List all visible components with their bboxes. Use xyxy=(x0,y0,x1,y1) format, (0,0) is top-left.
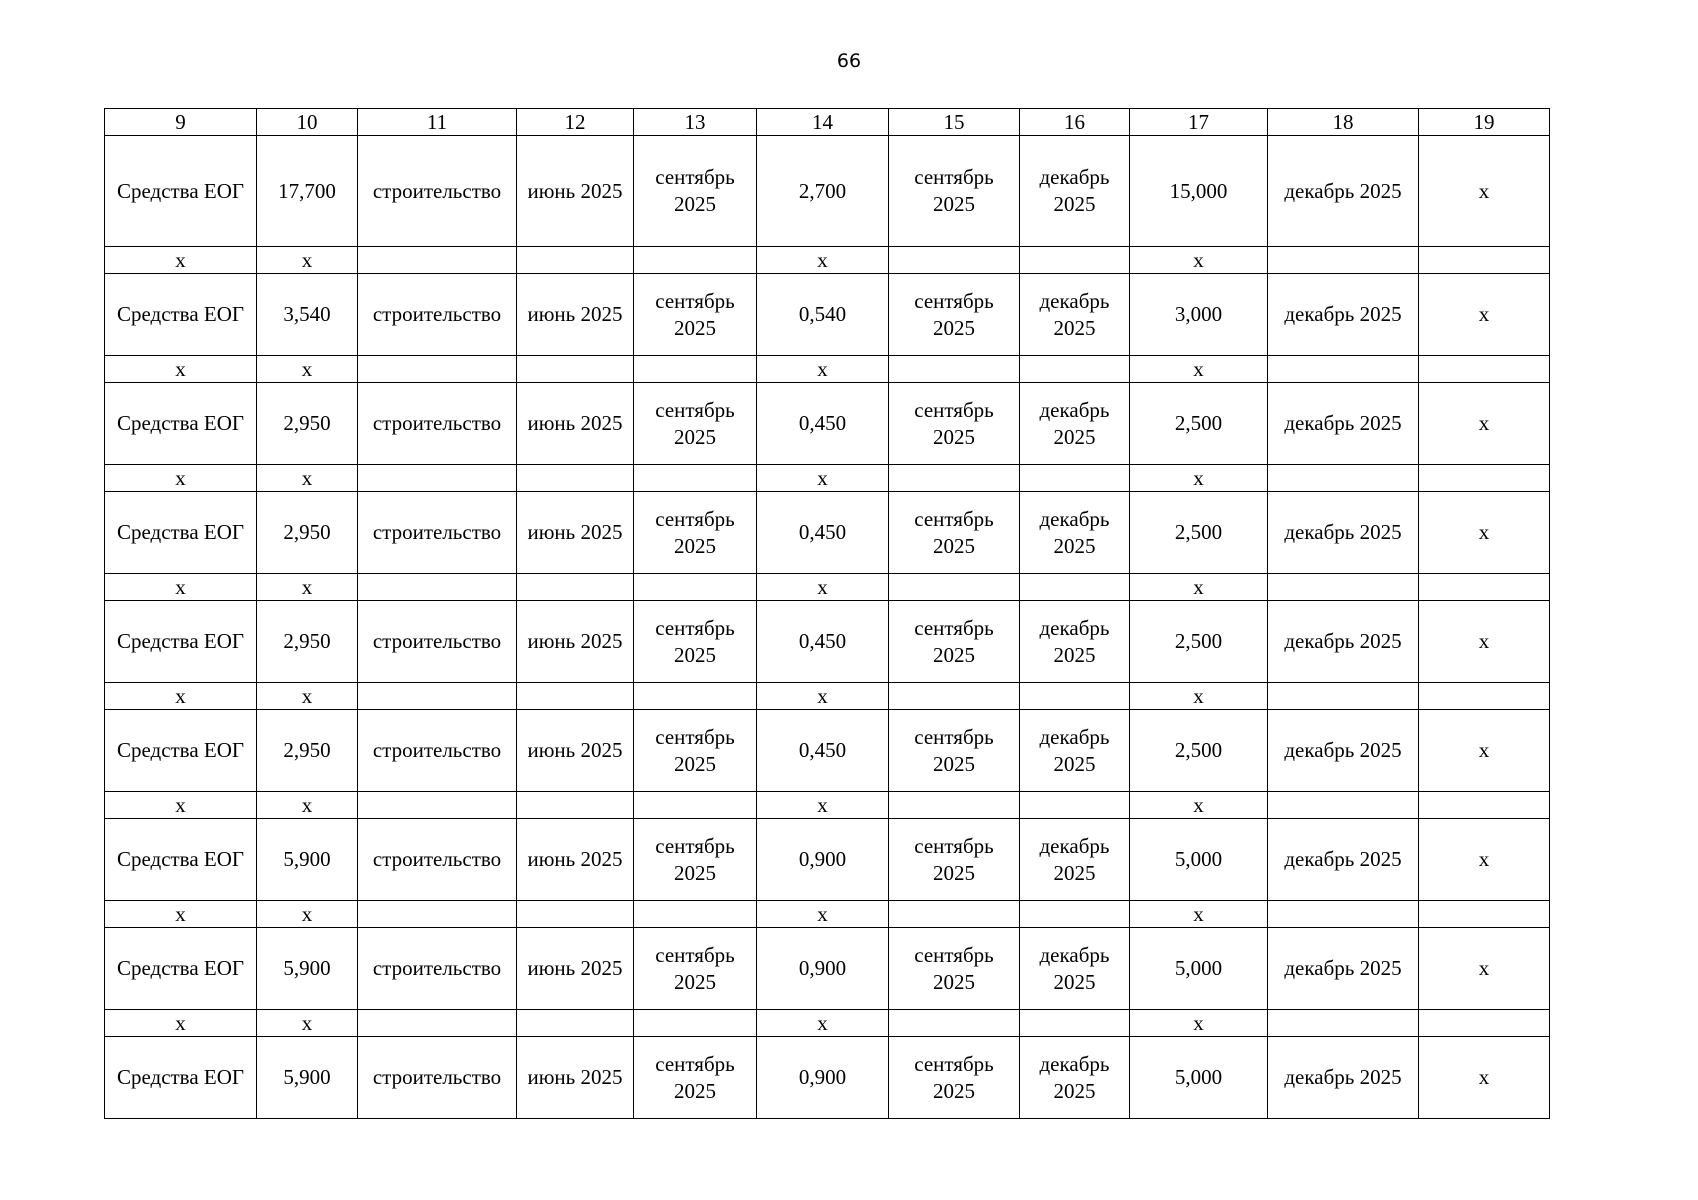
table-cell xyxy=(1020,247,1130,274)
table-cell xyxy=(1020,356,1130,383)
table-cell: 3,540 xyxy=(257,274,358,356)
table-cell: июнь 2025 xyxy=(517,383,634,465)
table-cell xyxy=(358,247,517,274)
table-cell xyxy=(889,901,1020,928)
table-cell: х xyxy=(105,683,257,710)
table-cell xyxy=(1268,901,1419,928)
table-cell: сентябрь 2025 xyxy=(634,928,757,1010)
table-cell xyxy=(1419,465,1550,492)
table-cell: 2,950 xyxy=(257,710,358,792)
table-cell: х xyxy=(1419,1037,1550,1119)
table-cell xyxy=(517,1010,634,1037)
column-number-cell: 12 xyxy=(517,109,634,136)
table-body xyxy=(105,109,1550,1119)
table-cell: 2,950 xyxy=(257,492,358,574)
table-cell: декабрь 2025 xyxy=(1020,274,1130,356)
table-cell: сентябрь 2025 xyxy=(889,492,1020,574)
table-cell: 5,000 xyxy=(1130,928,1268,1010)
table-cell xyxy=(1268,792,1419,819)
table-cell: х xyxy=(257,574,358,601)
table-cell: декабрь 2025 xyxy=(1020,383,1130,465)
table-cell: 0,900 xyxy=(757,928,889,1010)
table-cell: 2,500 xyxy=(1130,383,1268,465)
table-cell: июнь 2025 xyxy=(517,601,634,683)
table-row xyxy=(105,136,1550,247)
table-cell xyxy=(1268,356,1419,383)
table-cell xyxy=(889,683,1020,710)
table-cell xyxy=(889,465,1020,492)
table-cell xyxy=(634,465,757,492)
table-cell: 0,450 xyxy=(757,601,889,683)
column-number-cell: 9 xyxy=(105,109,257,136)
table-cell: строительство xyxy=(358,1037,517,1119)
marker-row xyxy=(105,574,1550,601)
table-cell: Средства ЕОГ xyxy=(105,492,257,574)
table-cell xyxy=(634,356,757,383)
table-cell xyxy=(517,574,634,601)
table-cell: х xyxy=(257,247,358,274)
table-cell: декабрь 2025 xyxy=(1020,492,1130,574)
table-cell: х xyxy=(1419,601,1550,683)
table-cell: Средства ЕОГ xyxy=(105,274,257,356)
table-row xyxy=(105,1037,1550,1119)
table-cell xyxy=(1020,574,1130,601)
table-cell: х xyxy=(1130,792,1268,819)
table-cell: 2,500 xyxy=(1130,492,1268,574)
table-cell xyxy=(1419,247,1550,274)
table-cell: сентябрь 2025 xyxy=(634,492,757,574)
table-cell: 0,900 xyxy=(757,1037,889,1119)
data-table xyxy=(104,108,1550,1119)
table-cell xyxy=(1268,247,1419,274)
table-cell: х xyxy=(105,792,257,819)
table-cell: 2,950 xyxy=(257,383,358,465)
table-cell: 5,900 xyxy=(257,1037,358,1119)
table-cell: июнь 2025 xyxy=(517,1037,634,1119)
table-cell xyxy=(517,683,634,710)
table-cell xyxy=(1020,792,1130,819)
table-cell: июнь 2025 xyxy=(517,274,634,356)
table-cell: декабрь 2025 xyxy=(1268,601,1419,683)
table-cell xyxy=(358,574,517,601)
table-cell: сентябрь 2025 xyxy=(634,383,757,465)
table-cell xyxy=(1268,1010,1419,1037)
table-cell: декабрь 2025 xyxy=(1268,928,1419,1010)
table-cell xyxy=(517,247,634,274)
table-cell xyxy=(358,465,517,492)
table-cell: Средства ЕОГ xyxy=(105,710,257,792)
table-cell: сентябрь 2025 xyxy=(889,136,1020,247)
table-cell xyxy=(358,901,517,928)
table-cell: 2,500 xyxy=(1130,601,1268,683)
table-cell: Средства ЕОГ xyxy=(105,928,257,1010)
table-cell: х xyxy=(1419,710,1550,792)
table-cell: сентябрь 2025 xyxy=(889,710,1020,792)
table-cell: сентябрь 2025 xyxy=(889,819,1020,901)
table-cell: декабрь 2025 xyxy=(1020,1037,1130,1119)
marker-row xyxy=(105,356,1550,383)
table-cell: х xyxy=(757,1010,889,1037)
table-row xyxy=(105,928,1550,1010)
table-cell xyxy=(889,1010,1020,1037)
table-cell xyxy=(358,1010,517,1037)
column-number-cell: 19 xyxy=(1419,109,1550,136)
table-cell: июнь 2025 xyxy=(517,136,634,247)
table-cell: сентябрь 2025 xyxy=(889,383,1020,465)
table-cell xyxy=(634,683,757,710)
table-cell: 2,950 xyxy=(257,601,358,683)
column-number-cell: 18 xyxy=(1268,109,1419,136)
table-cell: 17,700 xyxy=(257,136,358,247)
table-cell: 2,500 xyxy=(1130,710,1268,792)
table-cell xyxy=(1020,1010,1130,1037)
marker-row xyxy=(105,901,1550,928)
table-cell: 0,900 xyxy=(757,819,889,901)
table-cell: х xyxy=(1419,492,1550,574)
table-cell: июнь 2025 xyxy=(517,492,634,574)
marker-row xyxy=(105,465,1550,492)
table-cell: Средства ЕОГ xyxy=(105,383,257,465)
table-cell: х xyxy=(757,901,889,928)
column-number-cell: 14 xyxy=(757,109,889,136)
table-cell: 0,450 xyxy=(757,492,889,574)
column-number-cell: 15 xyxy=(889,109,1020,136)
table-cell: Средства ЕОГ xyxy=(105,136,257,247)
table-cell: декабрь 2025 xyxy=(1020,819,1130,901)
table-cell xyxy=(1268,683,1419,710)
table-cell: июнь 2025 xyxy=(517,710,634,792)
table-row xyxy=(105,383,1550,465)
table-cell: сентябрь 2025 xyxy=(889,1037,1020,1119)
table-cell: 3,000 xyxy=(1130,274,1268,356)
table-cell: сентябрь 2025 xyxy=(634,1037,757,1119)
table-cell xyxy=(1419,683,1550,710)
table-cell: х xyxy=(1130,574,1268,601)
table-cell: х xyxy=(105,247,257,274)
table-cell: 0,540 xyxy=(757,274,889,356)
table-cell: х xyxy=(757,465,889,492)
table-cell: сентябрь 2025 xyxy=(634,274,757,356)
table-cell xyxy=(1020,683,1130,710)
table-cell: х xyxy=(1130,465,1268,492)
column-number-cell: 10 xyxy=(257,109,358,136)
table-cell: Средства ЕОГ xyxy=(105,819,257,901)
table-cell: х xyxy=(105,574,257,601)
table-cell: сентябрь 2025 xyxy=(634,136,757,247)
table-cell: 5,000 xyxy=(1130,1037,1268,1119)
table-cell: Средства ЕОГ xyxy=(105,1037,257,1119)
table-cell: х xyxy=(105,901,257,928)
page-number: 66 xyxy=(836,50,862,72)
table-cell: строительство xyxy=(358,274,517,356)
table-cell: сентябрь 2025 xyxy=(634,710,757,792)
table-cell: декабрь 2025 xyxy=(1020,710,1130,792)
table-cell: х xyxy=(105,1010,257,1037)
table-cell: декабрь 2025 xyxy=(1268,1037,1419,1119)
table-cell: х xyxy=(1130,683,1268,710)
table-cell xyxy=(1419,1010,1550,1037)
column-number-row xyxy=(105,109,1550,136)
table-cell: сентябрь 2025 xyxy=(889,274,1020,356)
table-cell: июнь 2025 xyxy=(517,928,634,1010)
marker-row xyxy=(105,1010,1550,1037)
table-cell xyxy=(1020,901,1130,928)
table-cell: декабрь 2025 xyxy=(1020,601,1130,683)
table-cell: строительство xyxy=(358,136,517,247)
marker-row xyxy=(105,247,1550,274)
table-cell: х xyxy=(1130,1010,1268,1037)
table-cell: х xyxy=(757,683,889,710)
table-cell xyxy=(1268,574,1419,601)
table-cell xyxy=(634,247,757,274)
table-cell: декабрь 2025 xyxy=(1268,819,1419,901)
table-cell xyxy=(358,356,517,383)
table-cell: х xyxy=(1130,356,1268,383)
table-cell: сентябрь 2025 xyxy=(889,601,1020,683)
table-cell: х xyxy=(1419,274,1550,356)
table-cell xyxy=(358,683,517,710)
table-cell xyxy=(1020,465,1130,492)
table-cell xyxy=(889,792,1020,819)
table-cell: строительство xyxy=(358,928,517,1010)
table-cell: х xyxy=(257,465,358,492)
column-number-cell: 13 xyxy=(634,109,757,136)
table-row xyxy=(105,819,1550,901)
marker-row xyxy=(105,683,1550,710)
table-row xyxy=(105,274,1550,356)
table-cell xyxy=(1419,792,1550,819)
table-cell: х xyxy=(757,356,889,383)
table-cell: строительство xyxy=(358,383,517,465)
table-cell: декабрь 2025 xyxy=(1268,383,1419,465)
table-cell: х xyxy=(1419,928,1550,1010)
table-cell: декабрь 2025 xyxy=(1268,274,1419,356)
table-cell: х xyxy=(1419,819,1550,901)
table-cell: сентябрь 2025 xyxy=(634,819,757,901)
table-cell xyxy=(889,356,1020,383)
table-cell xyxy=(517,792,634,819)
table-cell: сентябрь 2025 xyxy=(889,928,1020,1010)
marker-row xyxy=(105,792,1550,819)
table-cell xyxy=(517,465,634,492)
table-cell: х xyxy=(257,792,358,819)
table-cell: х xyxy=(105,465,257,492)
table-cell: х xyxy=(1419,383,1550,465)
table-row xyxy=(105,710,1550,792)
table-cell xyxy=(1419,356,1550,383)
table-cell: декабрь 2025 xyxy=(1020,136,1130,247)
table-cell: 5,900 xyxy=(257,928,358,1010)
table-cell xyxy=(889,574,1020,601)
table-cell xyxy=(634,901,757,928)
table-cell: декабрь 2025 xyxy=(1268,492,1419,574)
table-cell xyxy=(1268,465,1419,492)
table-cell: х xyxy=(257,356,358,383)
table-cell: х xyxy=(257,1010,358,1037)
table-cell: 15,000 xyxy=(1130,136,1268,247)
table-cell: 5,000 xyxy=(1130,819,1268,901)
table-cell xyxy=(517,901,634,928)
table-cell: 0,450 xyxy=(757,710,889,792)
table-cell: строительство xyxy=(358,601,517,683)
table-cell: х xyxy=(757,792,889,819)
table-cell: строительство xyxy=(358,710,517,792)
table-cell: строительство xyxy=(358,819,517,901)
table-cell: х xyxy=(1419,136,1550,247)
table-cell: строительство xyxy=(358,492,517,574)
table-cell: декабрь 2025 xyxy=(1268,136,1419,247)
table-cell xyxy=(634,792,757,819)
column-number-cell: 17 xyxy=(1130,109,1268,136)
table-cell: х xyxy=(757,247,889,274)
table-row xyxy=(105,492,1550,574)
table-cell xyxy=(634,574,757,601)
table-cell: декабрь 2025 xyxy=(1268,710,1419,792)
column-number-cell: 16 xyxy=(1020,109,1130,136)
table-cell: х xyxy=(257,683,358,710)
table-cell: 0,450 xyxy=(757,383,889,465)
table-cell: Средства ЕОГ xyxy=(105,601,257,683)
table-cell xyxy=(1419,574,1550,601)
table-cell: 5,900 xyxy=(257,819,358,901)
table-cell xyxy=(1419,901,1550,928)
table-row xyxy=(105,601,1550,683)
table-cell xyxy=(517,356,634,383)
table-cell: х xyxy=(1130,247,1268,274)
table-cell: х xyxy=(1130,901,1268,928)
column-number-cell: 11 xyxy=(358,109,517,136)
table-cell: сентябрь 2025 xyxy=(634,601,757,683)
table-cell: х xyxy=(105,356,257,383)
table-cell: июнь 2025 xyxy=(517,819,634,901)
table-cell: х xyxy=(257,901,358,928)
table-cell xyxy=(358,792,517,819)
table-cell xyxy=(634,1010,757,1037)
table-cell xyxy=(889,247,1020,274)
table-cell: 2,700 xyxy=(757,136,889,247)
table-cell: декабрь 2025 xyxy=(1020,928,1130,1010)
table-cell: х xyxy=(757,574,889,601)
